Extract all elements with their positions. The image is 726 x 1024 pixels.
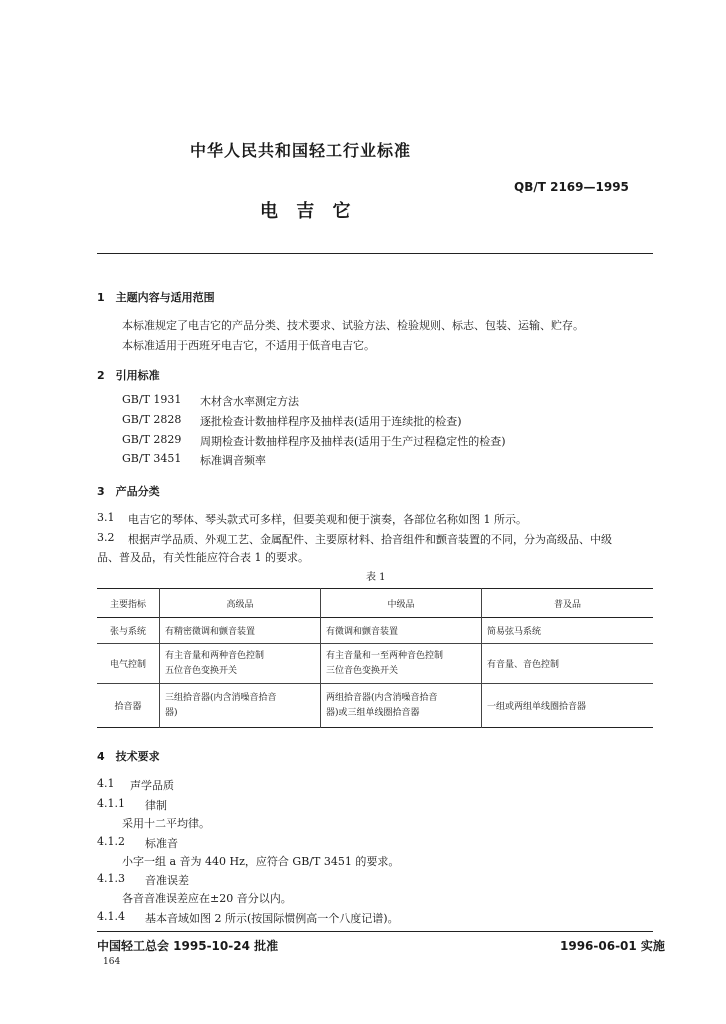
- clause-title: 律制: [145, 799, 167, 812]
- clause-title: 标准音: [145, 837, 178, 850]
- clause-title: 声学品质: [130, 779, 174, 792]
- section-2-heading: 2 引用标准: [97, 369, 160, 382]
- section-4-heading: 4 技术要求: [97, 750, 160, 763]
- reference-code: GB/T 1931: [122, 393, 182, 406]
- table-cell: 有精密微调和颤音装置: [160, 618, 321, 644]
- section-1-paragraph-1: 本标准规定了电吉它的产品分类、技术要求、试验方法、检验规则、标志、包装、运输、贮存。: [122, 319, 584, 332]
- table-cell: 两组拾音器(内含消噪音拾音 器)或三组单线圈拾音器: [321, 684, 482, 728]
- clause-3-2-text-continued: 品、普及品，有关性能应符合表 1 的要求。: [97, 551, 309, 564]
- clause-number: 4.1.3: [97, 872, 125, 885]
- table-row: [97, 684, 653, 728]
- clause-title: 基本音域如图 2 所示(按国际惯例高一个八度记谱)。: [145, 912, 399, 925]
- clause-body: 采用十二平均律。: [122, 817, 210, 830]
- clause-number: 4.1.4: [97, 910, 125, 923]
- table-cell: 有音量、音色控制: [482, 644, 654, 684]
- clause-number: 4.1: [97, 777, 115, 790]
- page-number: 164: [103, 957, 121, 967]
- reference-code: GB/T 3451: [122, 452, 182, 465]
- table-header-cell: 中级品: [321, 589, 482, 618]
- clause-number: 3.1: [97, 511, 115, 524]
- org-title: 中华人民共和国轻工行业标准: [190, 141, 412, 160]
- clause-number: 3.2: [97, 531, 115, 544]
- reference-code: GB/T 2828: [122, 413, 182, 426]
- section-1-paragraph-2: 本标准适用于西班牙电吉它，不适用于低音电吉它。: [122, 339, 375, 352]
- section-1-heading: 1 主题内容与适用范围: [97, 291, 215, 304]
- product-grade-table: [97, 588, 653, 728]
- table-header-cell: 高级品: [160, 589, 321, 618]
- table-row: [97, 618, 653, 644]
- table-cell: 张与系统: [97, 618, 160, 644]
- effective-date: 1996-06-01 实施: [560, 939, 665, 953]
- clause-body: 小字一组 a 音为 440 Hz，应符合 GB/T 3451 的要求。: [122, 855, 400, 868]
- clause-3-1-text: 电吉它的琴体、琴头款式可多样，但要美观和便于演奏，各部位名称如图 1 所示。: [128, 513, 527, 526]
- document-title: 电 吉 它: [260, 201, 357, 222]
- table-cell: 有主音量和一至两种音色控制 三位音色变换开关: [321, 644, 482, 684]
- approval-line: 中国轻工总会 1995-10-24 批准: [97, 939, 279, 953]
- table-cell: 简易弦马系统: [482, 618, 654, 644]
- clause-3-2-text: 根据声学品质、外观工艺、金属配件、主要原材料、拾音组件和颤音装置的不同，分为高级品、中级: [128, 533, 612, 546]
- reference-title: 逐批检查计数抽样程序及抽样表(适用于连续批的检查): [200, 415, 462, 428]
- table-cell: 电气控制: [97, 644, 160, 684]
- table-cell: 拾音器: [97, 684, 160, 728]
- table-header-row: [97, 589, 653, 618]
- table-cell: 一组或两组单线圈拾音器: [482, 684, 654, 728]
- reference-title: 周期检查计数抽样程序及抽样表(适用于生产过程稳定性的检查): [200, 435, 506, 448]
- footer-rule: [97, 931, 653, 932]
- standard-number: QB/T 2169—1995: [514, 180, 629, 194]
- clause-title: 音准误差: [145, 874, 189, 887]
- clause-body: 各音音准误差应在±20 音分以内。: [122, 892, 292, 905]
- reference-title: 标准调音频率: [200, 454, 266, 467]
- reference-code: GB/T 2829: [122, 433, 182, 446]
- table-header-cell: 普及品: [482, 589, 654, 618]
- section-3-heading: 3 产品分类: [97, 485, 160, 498]
- table-cell: 有微调和颤音装置: [321, 618, 482, 644]
- table-cell: 三组拾音器(内含消噪音拾音 器): [160, 684, 321, 728]
- header-rule: [97, 253, 653, 254]
- reference-title: 木材含水率测定方法: [200, 395, 299, 408]
- table-cell: 有主音量和两种音色控制 五位音色变换开关: [160, 644, 321, 684]
- clause-number: 4.1.2: [97, 835, 125, 848]
- table-header-cell: 主要指标: [97, 589, 160, 618]
- clause-number: 4.1.1: [97, 797, 125, 810]
- table-caption: 表 1: [366, 572, 386, 583]
- table-row: [97, 644, 653, 684]
